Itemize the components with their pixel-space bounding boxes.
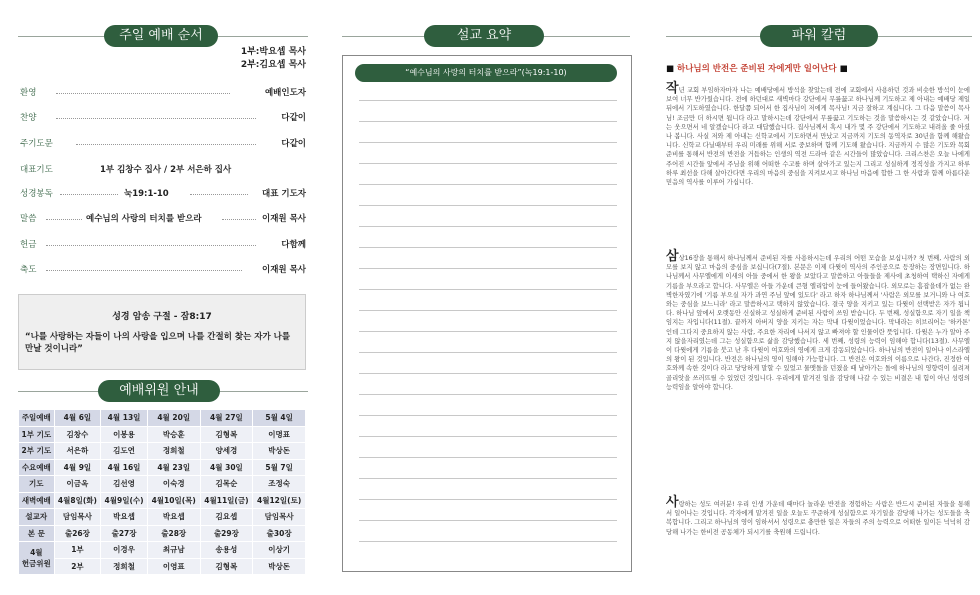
drop-cap: 사 xyxy=(666,495,679,510)
note-line xyxy=(359,268,617,269)
dot-leader xyxy=(76,144,256,145)
note-line xyxy=(359,478,617,479)
column-headline xyxy=(666,62,848,74)
duty-row-label: 2부 기도 xyxy=(19,443,55,460)
pastor-1: 1부:박요셉 목사 xyxy=(240,47,306,57)
dot-leader xyxy=(56,118,256,119)
offering-committee-label xyxy=(19,542,55,575)
note-line xyxy=(359,163,617,164)
memory-verse-box xyxy=(18,294,306,370)
offering-cell: 김형복 xyxy=(200,558,253,575)
duty-row-label: 수요예배 xyxy=(19,459,55,476)
square-bullet-icon: ■ xyxy=(666,64,675,74)
order-row-lords-prayer xyxy=(20,137,306,151)
square-bullet-icon: ■ xyxy=(839,64,848,74)
duty-row xyxy=(19,443,306,460)
order-row-prayer xyxy=(20,163,306,177)
power-column-title: 파워 칼럼 xyxy=(760,25,878,47)
duty-cell: 4월 9일 xyxy=(54,459,101,476)
worship-order-title: 주일 예배 순서 xyxy=(104,25,218,47)
dot-leader xyxy=(60,194,118,195)
note-line xyxy=(359,541,617,542)
notes-box[interactable] xyxy=(342,55,632,572)
duty-cell: 4월10일(목) xyxy=(147,492,200,509)
note-line xyxy=(359,100,617,101)
duty-cell: 5월 7일 xyxy=(253,459,306,476)
duty-cell: 출26장 xyxy=(54,525,101,542)
order-label: 헌금 xyxy=(20,240,37,250)
duty-cell: 출28장 xyxy=(147,525,200,542)
order-middle: 예수님의 사랑의 터치를 받으라 xyxy=(86,214,202,224)
duty-cell: 4월 13일 xyxy=(101,410,148,427)
offering-cell: 송용성 xyxy=(200,542,253,559)
sermon-heading: “예수님의 사랑의 터치를 받으라”(녹19:1-10) xyxy=(355,64,617,82)
column-paragraph-1 xyxy=(666,81,970,187)
note-line xyxy=(359,184,617,185)
order-value: 다함께 xyxy=(281,240,306,250)
column-headline-text: 하나님의 반전은 준비된 자에게만 일어난다 xyxy=(677,64,837,74)
dot-leader xyxy=(46,219,82,220)
pastor-list xyxy=(241,46,306,72)
duty-cell: 4월 27일 xyxy=(200,410,253,427)
note-line xyxy=(359,142,617,143)
order-middle: 1부 김창수 집사 / 2부 서은하 집사 xyxy=(100,165,232,175)
duty-cell: 이금옥 xyxy=(54,476,101,493)
offering-cell: 박상돈 xyxy=(253,558,306,575)
note-line xyxy=(359,352,617,353)
duty-cell: 김창수 xyxy=(54,426,101,443)
order-label: 찬양 xyxy=(20,113,37,123)
order-row-welcome xyxy=(20,86,306,100)
pastor-2: 2부:김요셉 목사 xyxy=(240,60,306,70)
note-line xyxy=(359,226,617,227)
duty-row xyxy=(19,459,306,476)
order-row-sermon xyxy=(20,212,306,226)
order-row-offering xyxy=(20,238,306,252)
duty-cell: 박상돈 xyxy=(253,443,306,460)
duty-cell: 출29장 xyxy=(200,525,253,542)
duty-cell: 김도연 xyxy=(101,443,148,460)
note-line xyxy=(359,289,617,290)
duty-row-label: 기도 xyxy=(19,476,55,493)
drop-cap: 삼 xyxy=(666,249,679,264)
duty-row-label: 새벽예배 xyxy=(19,492,55,509)
order-row-benediction xyxy=(20,263,306,277)
duty-cell: 담임목사 xyxy=(253,509,306,526)
duty-cell: 4월9일(수) xyxy=(101,492,148,509)
duty-cell: 김목순 xyxy=(200,476,253,493)
column-paragraph-3 xyxy=(666,495,970,537)
duty-cell: 4월 6일 xyxy=(54,410,101,427)
duty-cell: 이봉용 xyxy=(101,426,148,443)
duty-cell: 출30장 xyxy=(253,525,306,542)
duty-row xyxy=(19,426,306,443)
duty-cell: 조정숙 xyxy=(253,476,306,493)
order-value: 이재원 목사 xyxy=(261,214,306,224)
offering-cell: 정희철 xyxy=(101,558,148,575)
duty-cell: 5월 4일 xyxy=(253,410,306,427)
duty-cell: 4월 23일 xyxy=(147,459,200,476)
offering-cell: 이경우 xyxy=(101,542,148,559)
order-label: 주기도문 xyxy=(20,139,53,149)
duty-cell: 서은하 xyxy=(54,443,101,460)
order-label: 환영 xyxy=(20,88,37,98)
duty-row xyxy=(19,509,306,526)
duty-row xyxy=(19,525,306,542)
offering-row xyxy=(19,558,306,575)
memory-verse-text: “나를 사랑하는 자들이 나의 사랑을 입으며 나를 간절히 찾는 자가 나를 만날 것이니라” xyxy=(25,332,291,354)
column-paragraph-2 xyxy=(666,249,971,392)
duty-cell: 출27장 xyxy=(101,525,148,542)
duty-row xyxy=(19,410,306,427)
order-value: 다같이 xyxy=(281,139,306,149)
duty-cell: 김선영 xyxy=(101,476,148,493)
order-label: 말씀 xyxy=(20,214,37,224)
duty-cell: 4월8일(화) xyxy=(54,492,101,509)
duty-cell: 이숙경 xyxy=(147,476,200,493)
order-middle: 눅19:1-10 xyxy=(124,189,169,199)
note-line xyxy=(359,415,617,416)
order-label: 성경봉독 xyxy=(20,189,53,199)
duty-row xyxy=(19,476,306,493)
note-line xyxy=(359,394,617,395)
duty-cell: 김형복 xyxy=(200,426,253,443)
duty-table xyxy=(18,409,306,575)
duty-row xyxy=(19,492,306,509)
drop-cap: 작 xyxy=(666,81,679,96)
dot-leader xyxy=(56,93,230,94)
note-line xyxy=(359,205,617,206)
order-value: 예배인도자 xyxy=(264,88,306,98)
dot-leader xyxy=(222,219,256,220)
order-label: 대표기도 xyxy=(20,165,53,175)
offering-label-title: 헌금위원 xyxy=(21,559,51,568)
worship-order-section xyxy=(0,0,320,595)
note-line xyxy=(359,520,617,521)
order-value: 이재원 목사 xyxy=(261,265,306,275)
paragraph-text: 년 교회 부임하자마자 나는 예배당에서 방석을 찾았는데 전에 교회에서 사용하던 것과 비슷한 방석이 눈에 보여 너무 반가웠습니다. 전에 하던대로 새벽마다 강단에서 무릎꿇고 하나님께 기도하고 제 아내는 예배당 제일 뒤에서 기도하였습니다. 한달쯤 되어서 한 집사님이 저에게 목사님! 지금 잘하고 계십니다. 그 다음 말씀이 목사님! 조금만 더 하시면 됩니다 라고 말하시는데 강단에서 무릎꿇고 기도하는 것을 말씀하시는 것 같았습니다. 저는 웃으면서 네 알겠습니다 라고 대답했습니다. 집사님께서 혹시 내가 몇 주 강단에서 기도하고 내려올 줄 아셨나 봅니다. 사실 저와 제 아내는 신학교에서 기도하면서 만났고 지금까지 기도의 동역자로 30년을 함께 해왔습니다. 신학교 다닐때부터 우리 미래를 위해 서로 중보하며 함께 기도해 왔습니다. 지금까지 수 많은 기도와 목회 준비를 통해서 반전의 반전을 거듭하는 인생의 역전 드라마 같은 시간들이 많았습니다. 크리스찬은 오늘 나에게 주어진 시간들 앞에서 주님을 위해 어떠한 수고를 하며 살아가고 있는지 그리고 성실하게 정직성을 가지고 하루하루 최선을 다해 살아간다면 우리의 마음의 중심을 지켜보시고 하나님 마음에 합한 그 한 사람과 함께 아름다운 믿음의 역사를 이루어 가십니다. xyxy=(666,87,970,187)
duty-cell: 박승훈 xyxy=(147,426,200,443)
offering-cell: 이영표 xyxy=(147,558,200,575)
duty-cell: 4월 16일 xyxy=(101,459,148,476)
offering-cell: 최규남 xyxy=(147,542,200,559)
dot-leader xyxy=(46,270,242,271)
dot-leader xyxy=(46,245,256,246)
paragraph-text: 상16장을 통해서 하나님께서 준비된 자를 사용하시는데 우리의 어떤 모습을 보십니까? 첫 번째, 사람의 외모를 보지 않고 마음의 중심을 보십니다(7절). 본문은 이제 다윗이 역사의 주인공으로 등장하는 장면입니다. 하나님께서 사무엘에게 이새의 아들 중에서 한 왕을 보았다고 말씀하고 아들들을 제사에 초청하여 택하신 자에게 기름을 부으라고 합니다. 사무엘은 아들 가운데 큰형 엘리압이 눈에 들어왔습니다. 외모로는 흠잡을데가 없는 완벽한자였기에 '기름 부으실 자가 과연 주님 앞에 있도다' 라고 하자 하나님께서 '사람은 외모를 보거니와 나 여호와는 중심을 보느니라' 라고 말씀하시고 택하지 않았습니다. 결국 양을 지키고 있는 다윗이 선택받은 자가 됩니다. 하나님 앞에서 오랫동안 신실하고 성실하게 준비된 사람이 쓰임 받습니다. 두 번째, 성실함으로 자기 일을 책임지는 자입니다(11절). 끝까지 아버지 양을 지키는 자는 막내 다윗이었습니다. 막내라는 히브리어는 '하카톤' 인데 그다지 중요하지 않는 사람, 주요한 자리에 나서지 않고 빠져야 할 인물이란 뜻입니다. 다윗은 누가 알아 주지 않을자리였는데 그는 성실함으로 삶을 감당했습니다. 세 번째, 성령의 능력이 임해야 합니다(13절). 사무엘이 다윗에게 기름을 붓고 난 후 다윗이 여호와의 영에게 크게 감동되었습니다. 하나님의 반전이 일어나 이스라엘의 왕이 된 것입니다. 반전은 하나님의 영이 임해야 가능합니다. 그 반전은 여호와의 이름으로 나간다, 진정한 여호와께 속한 것이다 라고 당당하게 말할 수 있었고 물맷돌을 던졌을 때 날아가는 돌에 하나님의 영향력이 실려져 골리앗을 쓰러뜨릴 수 있었던 것입니다. 우리에게 맡겨진 일을 감당해 나갈 수 있는 비결은 내 힘이 아닌 성령의 능력임을 알아야 합니다. xyxy=(666,255,971,391)
dot-leader xyxy=(190,194,248,195)
note-line xyxy=(359,436,617,437)
duty-title: 예배위원 안내 xyxy=(98,380,220,402)
note-line xyxy=(359,121,617,122)
note-line xyxy=(359,373,617,374)
duty-row-label: 1부 기도 xyxy=(19,426,55,443)
duty-cell: 4월 30일 xyxy=(200,459,253,476)
duty-cell: 담임목사 xyxy=(54,509,101,526)
order-value: 대표 기도자 xyxy=(261,189,306,199)
sermon-summary-title: 설교 요약 xyxy=(424,25,544,47)
offering-cell: 2부 xyxy=(54,558,101,575)
duty-cell: 정희철 xyxy=(147,443,200,460)
duty-cell: 김요셉 xyxy=(200,509,253,526)
duty-row-label: 본 문 xyxy=(19,525,55,542)
order-label: 축도 xyxy=(20,265,37,275)
offering-cell: 이상기 xyxy=(253,542,306,559)
note-line xyxy=(359,499,617,500)
note-line xyxy=(359,457,617,458)
power-column-section xyxy=(660,0,980,595)
duty-row-label: 주일예배 xyxy=(19,410,55,427)
duty-cell: 4월12일(토) xyxy=(253,492,306,509)
memory-verse-title: 성경 암송 구절 - 잠8:17 xyxy=(112,312,212,322)
duty-row-label: 설교자 xyxy=(19,509,55,526)
duty-cell: 4월11일(금) xyxy=(200,492,253,509)
offering-label-month: 4월 xyxy=(30,548,43,557)
note-line xyxy=(359,310,617,311)
note-line xyxy=(359,247,617,248)
duty-cell: 4월 20일 xyxy=(147,410,200,427)
duty-cell: 양세경 xyxy=(200,443,253,460)
duty-cell: 이명표 xyxy=(253,426,306,443)
order-value: 다같이 xyxy=(281,113,306,123)
paragraph-text: 랑하는 성도 여러분! 우리 인생 가운데 때마다 놀라운 반전을 경험하는 사람은 반드시 준비된 자들을 통해서 일어나는 것입니다. 각자에게 맡겨진 일을 오늘도 꾸준하게 성실함으로 자기일을 감당해 나가는 성도들을 축복합니다. 그리고 하나님의 영이 임하셔서 성령으로 충만한 일은 자들의 주의 능력으로 어떠한 일이든 넉넉히 감당해 나가는 한비전 공동체가 되시기를 축원해 드립니다. xyxy=(666,501,970,536)
order-row-praise xyxy=(20,111,306,125)
sermon-notes-section xyxy=(338,0,632,595)
offering-row xyxy=(19,542,306,559)
duty-cell: 박요셉 xyxy=(101,509,148,526)
order-row-scripture xyxy=(20,187,306,201)
duty-cell: 박요셉 xyxy=(147,509,200,526)
offering-cell: 1부 xyxy=(54,542,101,559)
note-line xyxy=(359,331,617,332)
